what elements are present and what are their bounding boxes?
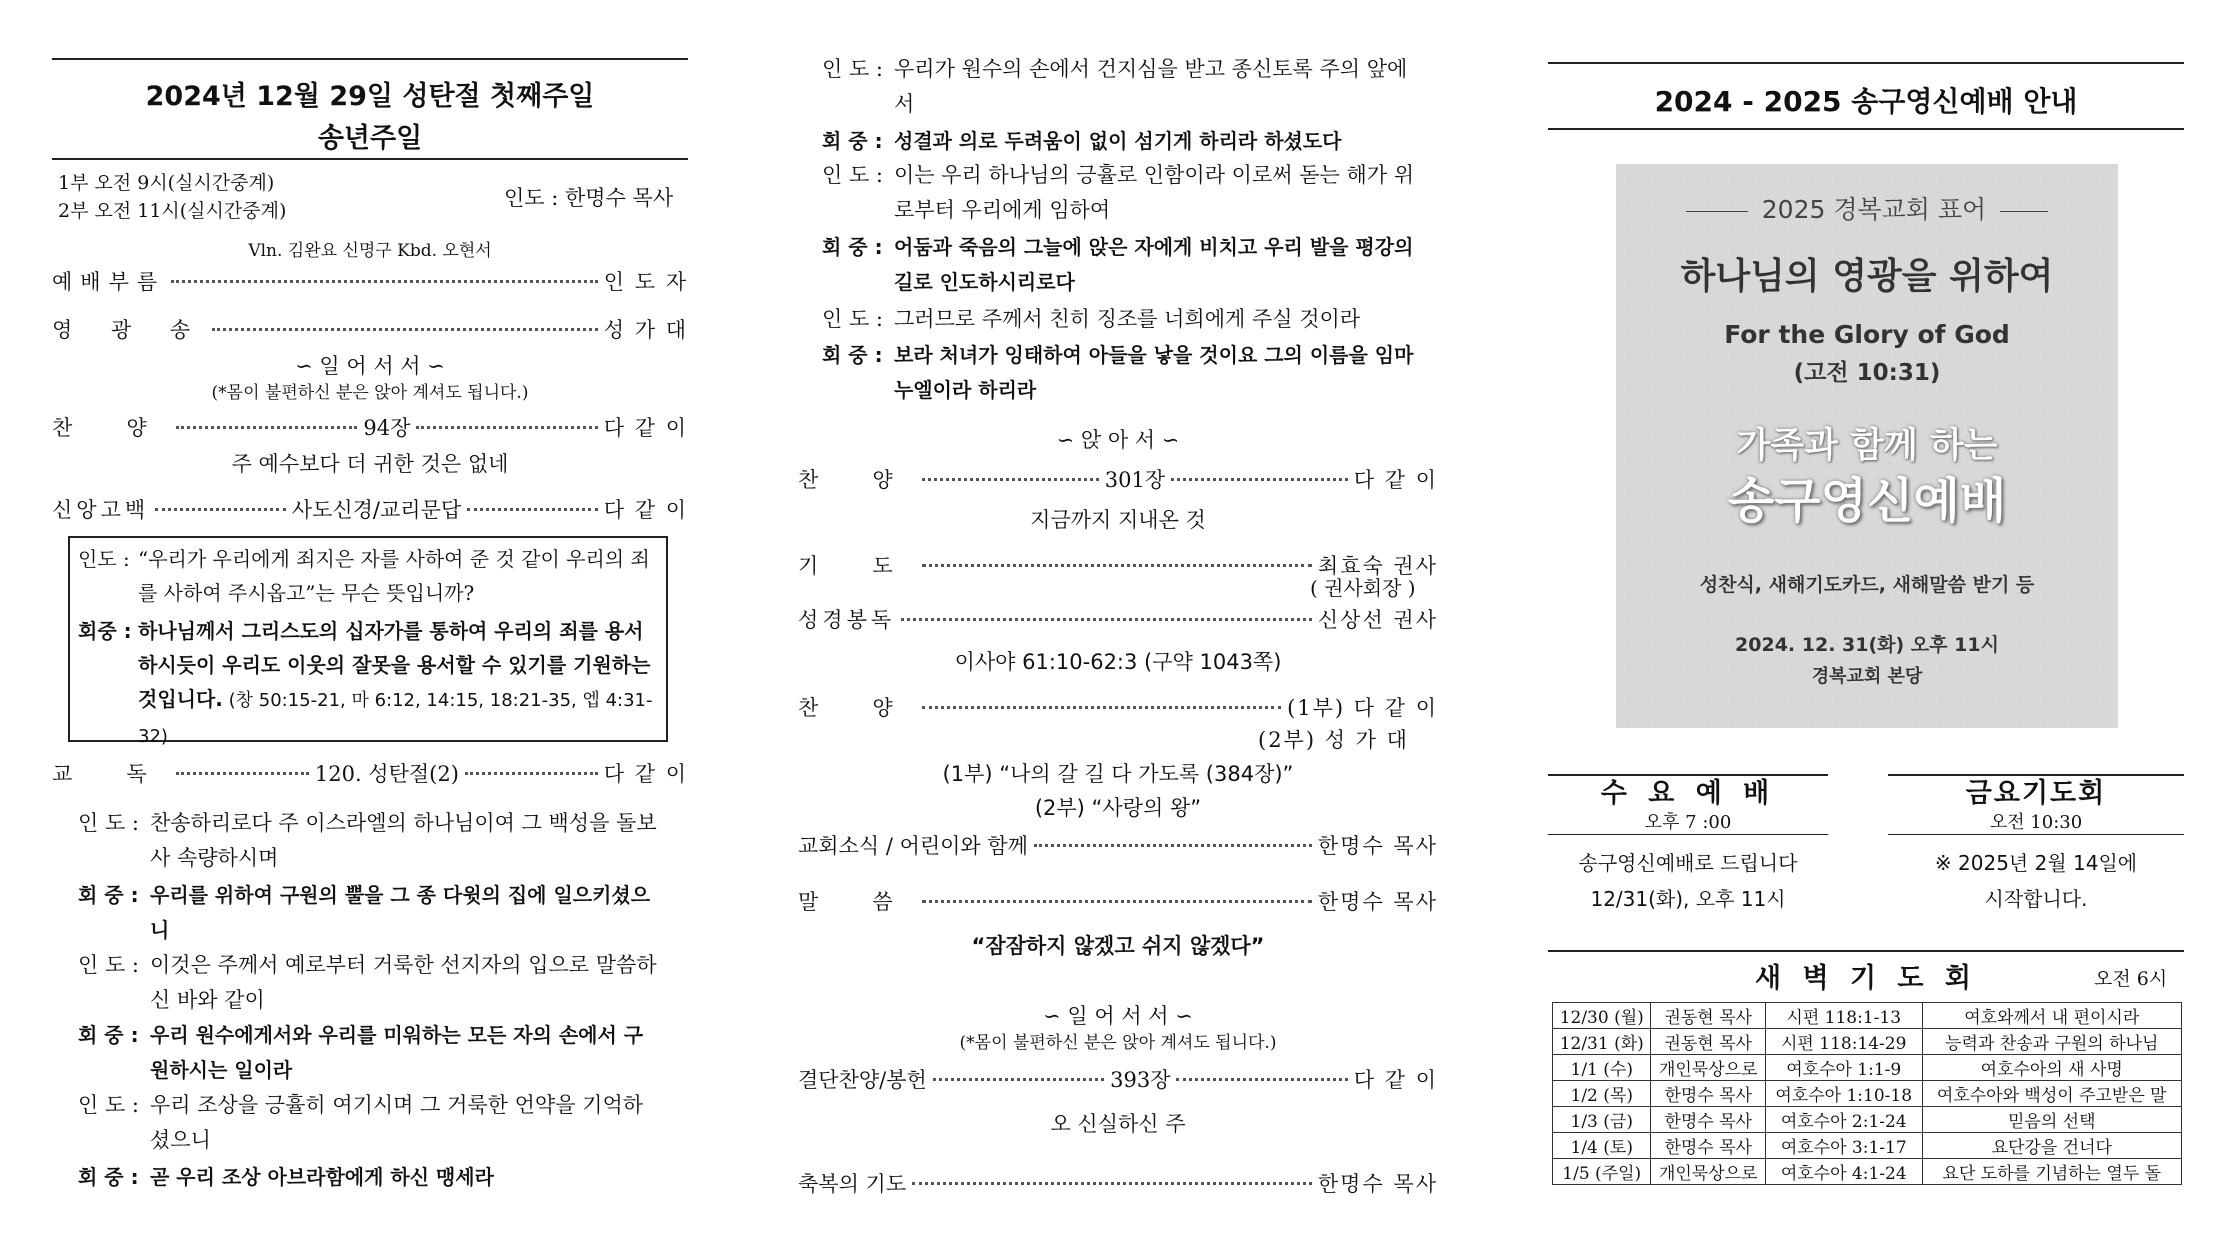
motto-english: For the Glory of God <box>1724 320 2010 349</box>
column-middle <box>798 0 1438 1234</box>
call-to-worship-row: 예배부름 인 도 자 <box>52 270 688 294</box>
stand-marker: ∽ 일 어 서 서 ∽ <box>1043 1004 1193 1028</box>
wednesday-service <box>1548 774 1828 917</box>
dawn-table <box>1552 1002 2182 1185</box>
prayer-role: ( 권사회장 ) <box>1310 576 1416 600</box>
responsive-reading-row: 교 독 120. 성탄절(2) 다 같 이 <box>52 762 689 786</box>
reading-line: 회 중 : 보라 처녀가 잉태하여 아들을 낳을 것이요 그의 이름을 임마누엘이라 하리라 <box>822 343 1414 402</box>
table-row: 1/3 (금) 한명수 목사 여호수아 2:1-24 믿음의 선택 <box>1553 1107 2182 1133</box>
table-row: 12/30 (월) 권동현 목사 시편 118:1-13 여호와께서 내 편이시라 <box>1553 1003 2182 1029</box>
fri-note-2: 시작합니다. <box>1984 887 2088 911</box>
dawn-title: 새 벽 기 도 회 <box>1754 963 1977 994</box>
motto-reference: (고전 10:31) <box>1793 360 1941 386</box>
catechism-box: 인도 : “우리가 우리에게 죄지은 자를 사하여 준 것 같이 우리의 죄를 사하여 주시옵고”는 무슨 뜻입니까? 회중 : 하나님께서 그리스도의 십자가를 통하여 우리의 죄를 용서하시듯이 우리도 이웃의 잘못을 용서할 수 있기를 기원하는 것입니다. (창 50:15-21, 마 6:12, 14:15, 18:21-35, 엡 4:31-32) <box>68 536 668 742</box>
page-title: 2024년 12월 29일 성탄절 첫째주일 <box>145 81 595 112</box>
poster-family: 가족과 함께 하는 <box>1736 426 1998 466</box>
reading-line: 인 도 : 찬송하리로다 주 이스라엘의 하나님이여 그 백성을 돌보사 속량하시며 <box>78 811 657 870</box>
title-rule <box>52 158 688 160</box>
column-right <box>1548 0 2184 1234</box>
poster-datetime: 2024. 12. 31(화) 오후 11시 <box>1735 634 1999 656</box>
reading-line: 인 도 : 그러므로 주께서 친히 징조를 너희에게 주실 것이라 <box>822 307 1361 331</box>
benediction-row: 축복의 기도 한명수 목사 <box>798 1172 1438 1196</box>
column-left <box>52 0 688 1234</box>
dawn-time: 오전 6시 <box>2094 968 2168 990</box>
anthem-title-1: (1부) “나의 갈 길 다 가도록 (384장)” <box>942 762 1294 786</box>
dawn-rule <box>1548 950 2184 952</box>
hymn-title: 지금까지 지내온 것 <box>1030 508 1206 532</box>
new-year-poster <box>1616 164 2118 728</box>
wed-note-2: 12/31(화), 오후 11시 <box>1590 887 1786 911</box>
scripture-row: 성경봉독 신상선 권사 <box>798 608 1438 632</box>
wed-time: 오후 7 :00 <box>1644 812 1732 833</box>
scripture-ref: 이사야 61:10-62:3 (구약 1043쪽) <box>954 650 1282 674</box>
table-row: 12/31 (화) 권동현 목사 시편 118:14-29 능력과 찬송과 구원의 하나님 <box>1553 1029 2182 1055</box>
reading-line: 인 도 : 이것은 주께서 예로부터 거룩한 선지자의 입으로 말씀하신 바와 같이 <box>78 953 657 1012</box>
reading-line: 회 중 : 우리를 위하여 구원의 뿔을 그 종 다윗의 집에 일으키셨으니 <box>78 883 651 942</box>
stand-note: (*몸이 불편하신 분은 앉아 계셔도 됩니다.) <box>959 1033 1277 1053</box>
top-rule <box>1548 62 2184 64</box>
page-subtitle: 송년주일 <box>317 123 423 154</box>
reading-line: 인 도 : 우리가 원수의 손에서 건지심을 받고 종신토록 주의 앞에서 <box>822 57 1408 116</box>
creed-row: 신앙고백 사도신경/교리문답 다 같 이 <box>52 498 688 522</box>
reading-line: 인 도 : 이는 우리 하나님의 긍휼로 인함이라 이로써 돋는 해가 위로부터 우리에게 임하여 <box>822 163 1414 222</box>
gloria-row: 영 광 송 성 가 대 <box>52 318 688 342</box>
offering-row: 결단찬양/봉헌 393장 다 같 이 <box>798 1068 1439 1092</box>
notice-title: 2024 - 2025 송구영신예배 안내 <box>1654 85 2078 118</box>
stand-note: (*몸이 불편하신 분은 앉아 계셔도 됩니다.) <box>211 383 529 403</box>
wed-note-1: 송구영신예배로 드립니다 <box>1578 851 1798 875</box>
leader: 인도 : 한명수 목사 <box>504 186 674 210</box>
reading-line: 회 중 : 어둠과 죽음의 그늘에 앉은 자에게 비치고 우리 발을 평강의 길로 인도하시리로다 <box>822 235 1414 294</box>
reading-line: 회 중 : 우리 원수에게서와 우리를 미워하는 모든 자의 손에서 구원하시는 일이라 <box>78 1023 644 1082</box>
top-rule <box>52 58 688 60</box>
friday-prayer <box>1888 774 2184 917</box>
title-rule <box>1548 128 2184 130</box>
motto-header: 2025 경복교회 표어 <box>1616 190 2118 226</box>
anthem-row: 찬 양 (1부) 다 같 이 <box>798 696 1438 720</box>
musicians: Vln. 김완요 신명구 Kbd. 오현서 <box>248 241 492 261</box>
poster-service: 송구영신예배 <box>1727 473 2007 529</box>
news-row: 교회소식 / 어린이와 함께 한명수 목사 <box>798 834 1438 858</box>
wed-title: 수 요 예 배 <box>1600 778 1776 809</box>
hymn-row: 찬 양 301장 다 같 이 <box>798 468 1438 492</box>
table-row: 1/2 (목) 한명수 목사 여호수아 1:10-18 여호수아와 백성이 주고받은 말 <box>1553 1081 2182 1107</box>
reading-line: 회 중 : 성결과 의로 두려움이 없이 섬기게 하리라 하셨도다 <box>822 129 1342 153</box>
table-row: 1/5 (주일) 개인묵상으로 여호수아 4:1-24 요단 도하를 기념하는 열두 돌 <box>1553 1159 2182 1185</box>
table-row: 1/1 (수) 개인묵상으로 여호수아 1:1-9 여호수아의 새 사명 <box>1553 1055 2182 1081</box>
fri-note-1: ※ 2025년 2월 14일에 <box>1934 851 2138 875</box>
poster-place: 경복교회 본당 <box>1811 666 1923 687</box>
prayer-row: 기 도 최효숙 권사 <box>798 554 1438 578</box>
service-time-1: 1부 오전 9시(실시간중계) <box>58 172 275 194</box>
fri-time: 오전 10:30 <box>1989 812 2083 833</box>
sermon-row: 말 씀 한명수 목사 <box>798 890 1438 914</box>
table-row: 1/4 (토) 한명수 목사 여호수아 3:1-17 요단강을 건너다 <box>1553 1133 2182 1159</box>
reading-line: 인 도 : 우리 조상을 긍휼히 여기시며 그 거룩한 언약을 기억하셨으니 <box>78 1093 644 1152</box>
sermon-title: “잠잠하지 않겠고 쉬지 않겠다” <box>971 934 1265 958</box>
motto-korean: 하나님의 영광을 위하여 <box>1680 256 2054 297</box>
fri-title: 금요기도회 <box>1965 778 2107 809</box>
dawn-schedule <box>1552 1002 2182 1185</box>
reading-line: 회 중 : 곧 우리 조상 아브라함에게 하신 맹세라 <box>78 1165 494 1189</box>
sit-marker: ∽ 앉 아 서 ∽ <box>1056 428 1180 452</box>
stand-marker: ∽ 일 어 서 서 ∽ <box>295 354 445 378</box>
anthem-2nd: (2부) 성 가 대 <box>1258 728 1409 752</box>
hymn-title: 주 예수보다 더 귀한 것은 없네 <box>231 452 509 476</box>
poster-details: 성찬식, 새해기도카드, 새해말씀 받기 등 <box>1699 574 2035 596</box>
service-time-2: 2부 오전 11시(실시간중계) <box>58 200 287 222</box>
offering-title: 오 신실하신 주 <box>1050 1112 1186 1136</box>
anthem-title-2: (2부) “사랑의 왕” <box>1034 796 1202 820</box>
hymn-row: 찬 양 94장 다 같 이 <box>52 416 689 440</box>
